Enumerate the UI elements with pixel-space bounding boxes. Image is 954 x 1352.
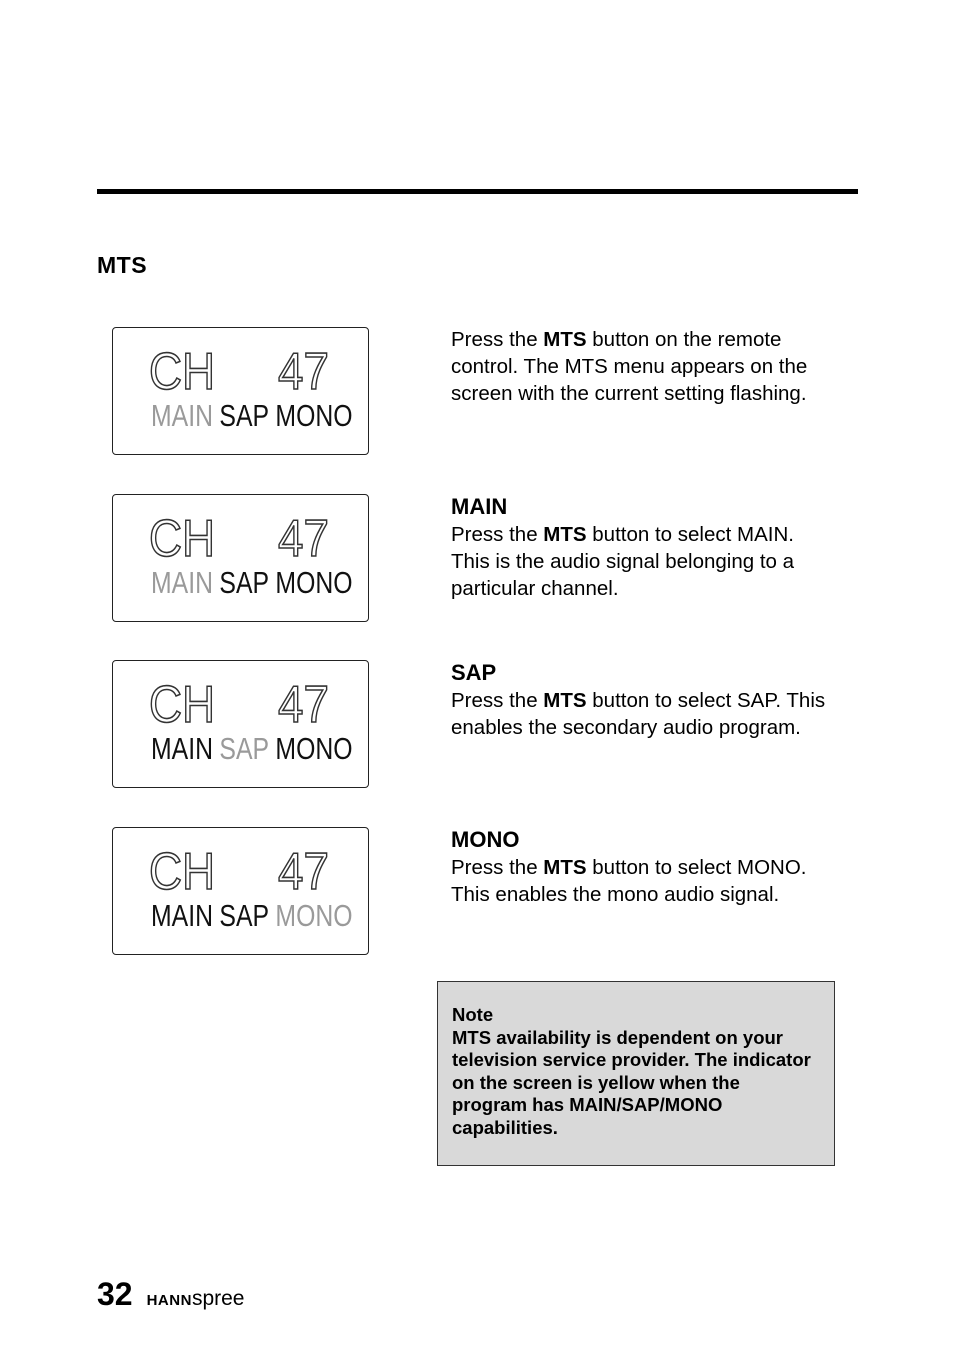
section-title: MTS [97,252,148,278]
brand-logo-light: spree [191,1287,245,1310]
note-box [437,981,835,1166]
osd-channel-label: CH [149,510,216,568]
page-footer [97,1276,244,1313]
osd-channel-label: CH [149,676,216,734]
osd-modes [151,567,359,598]
desc-text: button to select SAP. This enables the secondary audio program. [451,689,826,739]
desc-main [451,492,831,602]
osd-display-3 [112,660,369,788]
osd-channel-number: 47 [278,843,329,901]
osd-mode-mono: MONO [275,898,353,933]
desc-text: Press the [451,523,544,546]
osd-mode-sap: SAP [219,565,270,600]
note-title: Note [452,1004,494,1025]
osd-channel-number: 47 [278,343,329,401]
desc-text: button to select MONO. This enables the mono audio signal. [451,856,807,906]
desc-sap [451,658,831,741]
desc-intro [451,326,831,407]
osd-display-4 [112,827,369,955]
osd-display-2 [112,494,369,622]
desc-bold: MTS [543,523,587,546]
desc-text: Press the [451,856,544,879]
osd-display-1 [112,327,369,455]
osd-mode-mono: MONO [275,731,353,766]
osd-mode-mono: MONO [275,398,353,433]
osd-channel-number: 47 [278,676,329,734]
osd-modes [151,733,359,764]
desc-bold: MTS [543,856,587,879]
note-body: MTS availability is dependent on your television service provider. The indicator on the screen is yellow when the program has MAIN/SAP/MONO capabilities. [452,1026,811,1138]
desc-mono [451,825,831,908]
desc-text: button on the remote control. The MTS menu appears on the screen with the current setting flashing. [451,328,808,405]
desc-text: Press the [451,328,544,351]
page-number: 32 [97,1276,133,1312]
osd-channel-number: 47 [278,510,329,568]
osd-mode-main: MAIN [151,898,213,933]
brand-logo-bold: HANN [146,1292,192,1309]
osd-mode-sap: SAP [219,398,270,433]
osd-mode-sap: SAP [219,731,270,766]
osd-mode-mono: MONO [275,565,353,600]
desc-heading: SAP [451,660,497,685]
desc-bold: MTS [543,328,587,351]
osd-mode-main: MAIN [151,398,213,433]
desc-text: button to select MAIN. This is the audio signal belonging to a particular channel. [451,523,795,600]
desc-heading: MAIN [451,494,508,519]
osd-mode-main: MAIN [151,565,213,600]
osd-channel-label: CH [149,343,216,401]
osd-mode-sap: SAP [219,898,270,933]
desc-text: Press the [451,689,544,712]
osd-modes [151,400,359,431]
osd-modes [151,900,359,931]
desc-heading: MONO [451,827,520,852]
desc-bold: MTS [543,689,587,712]
osd-mode-main: MAIN [151,731,213,766]
header-rule [97,189,858,194]
osd-channel-label: CH [149,843,216,901]
